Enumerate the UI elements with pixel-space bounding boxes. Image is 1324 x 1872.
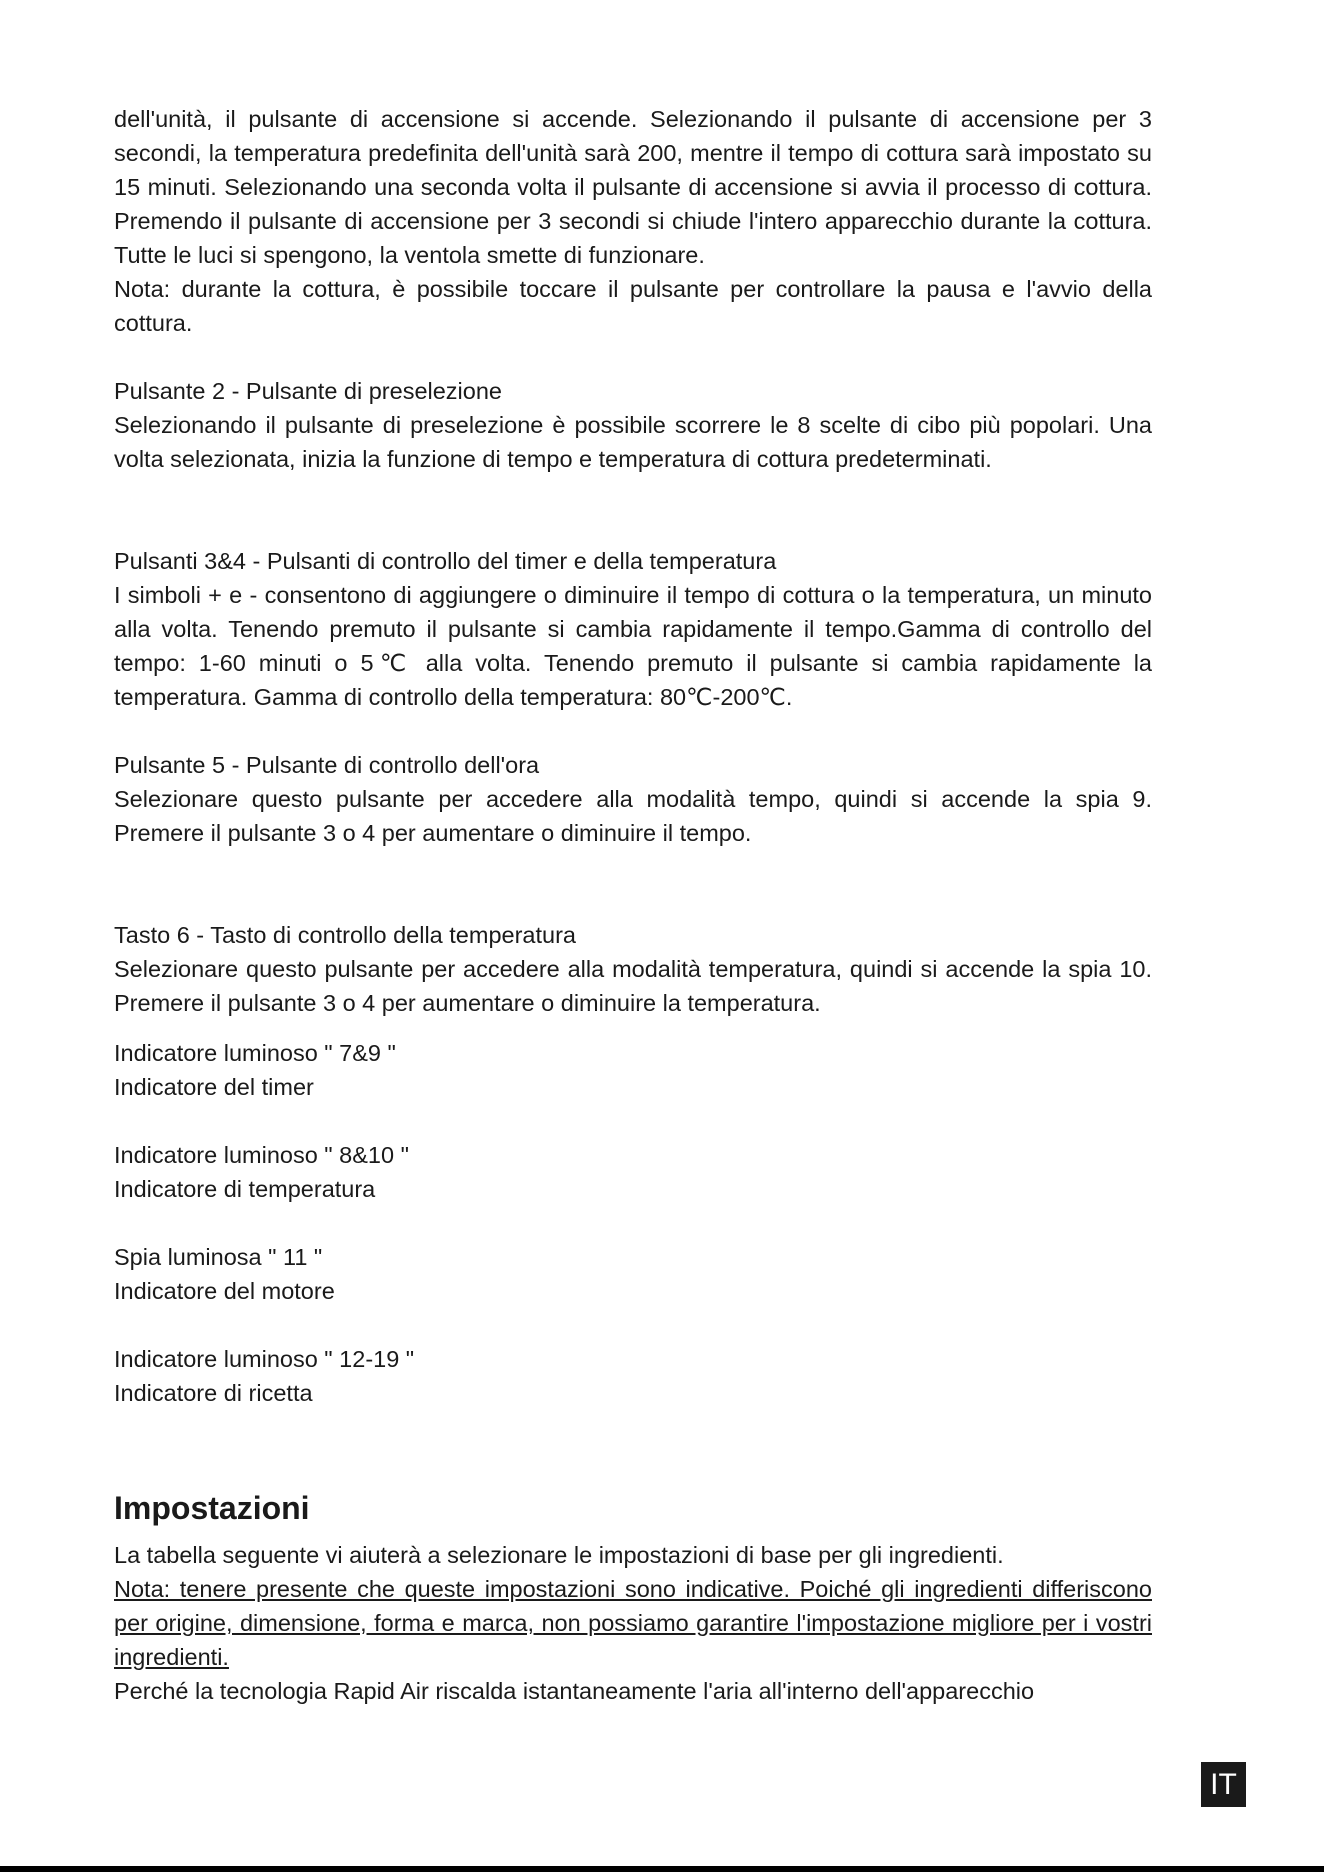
spacer — [114, 476, 1152, 544]
section-title-buttons-3-4: Pulsanti 3&4 - Pulsanti di controllo del timer e della temperatura — [114, 548, 777, 574]
spacer — [114, 1478, 1152, 1488]
page-bottom-rule — [0, 1866, 1324, 1872]
settings-rapid-air: Perché la tecnologia Rapid Air riscalda istantaneamente l'aria all'interno dell'apparecchio — [114, 1678, 1035, 1704]
section-body-button-5: Selezionare questo pulsante per accedere alla modalità tempo, quindi si accende la spia 9. Premere il pulsante 3 o 4 per aumentare o diminuire il tempo. — [114, 786, 1152, 846]
spacer — [114, 340, 1152, 374]
indicator-desc: Indicatore del timer — [114, 1074, 314, 1100]
indicator-label: Spia luminosa " 11 " — [114, 1244, 323, 1270]
indicator-desc: Indicatore del motore — [114, 1278, 335, 1304]
spacer — [114, 1206, 1152, 1240]
section-body-button-2: Selezionando il pulsante di preselezione è possibile scorrere le 8 scelte di cibo più popolari. Una volta selezionata, inizia la funzione di tempo e temperatura di cottura predeterminati. — [114, 412, 1152, 472]
indicator-desc: Indicatore di ricetta — [114, 1380, 313, 1406]
spacer — [114, 714, 1152, 748]
settings-note: Nota: tenere presente che queste impostazioni sono indicative. Poiché gli ingredienti differiscono per origine, dimensione, forma e marca, non possiamo garantire l'impostazione migliore per i vostri ingredienti. — [114, 1576, 1152, 1670]
indicator-label: Indicatore luminoso " 8&10 " — [114, 1142, 409, 1168]
section-title-key-6: Tasto 6 - Tasto di controllo della temperatura — [114, 922, 576, 948]
indicator-label: Indicatore luminoso " 12-19 " — [114, 1346, 415, 1372]
spacer — [114, 850, 1152, 918]
document-page — [114, 102, 1152, 1708]
settings-heading: Impostazioni — [114, 1490, 310, 1526]
spacer — [114, 1020, 1152, 1036]
section-title-button-5: Pulsante 5 - Pulsante di controllo dell'ora — [114, 752, 540, 778]
language-badge: IT — [1201, 1762, 1246, 1807]
settings-intro: La tabella seguente vi aiuterà a selezionare le impostazioni di base per gli ingredienti. — [114, 1542, 1004, 1568]
indicator-label: Indicatore luminoso " 7&9 " — [114, 1040, 396, 1066]
section-body-key-6: Selezionare questo pulsante per accedere alla modalità temperatura, quindi si accende la spia 10. Premere il pulsante 3 o 4 per aumentare o diminuire la temperatura. — [114, 956, 1152, 1016]
spacer — [114, 1308, 1152, 1342]
intro-paragraph: dell'unità, il pulsante di accensione si accende. Selezionando il pulsante di accensione per 3 secondi, la temperatura predefinita dell'unità sarà 200, mentre il tempo di cottura sarà impostato su 15 minuti. Selezionando una seconda volta il pulsante di accensione si avvia il processo di cottura. Premendo il pulsante di accensione per 3 secondi si chiude l'intero apparecchio durante la cottura. Tutte le luci si spengono, la ventola smette di funzionare. — [114, 106, 1152, 268]
intro-note: Nota: durante la cottura, è possibile toccare il pulsante per controllare la pausa e l'avvio della cottura. — [114, 276, 1152, 336]
section-body-buttons-3-4: I simboli + e - consentono di aggiungere o diminuire il tempo di cottura o la temperatura, un minuto alla volta. Tenendo premuto il pulsante si cambia rapidamente il tempo.Gamma di controllo del tempo: 1-60 minuti o 5℃ alla volta. Tenendo premuto il pulsante si cambia rapidamente la temperatura. Gamma di controllo della temperatura: 80℃-200℃. — [114, 582, 1152, 710]
indicator-desc: Indicatore di temperatura — [114, 1176, 376, 1202]
spacer — [114, 1104, 1152, 1138]
spacer — [114, 1410, 1152, 1478]
section-title-button-2: Pulsante 2 - Pulsante di preselezione — [114, 378, 502, 404]
